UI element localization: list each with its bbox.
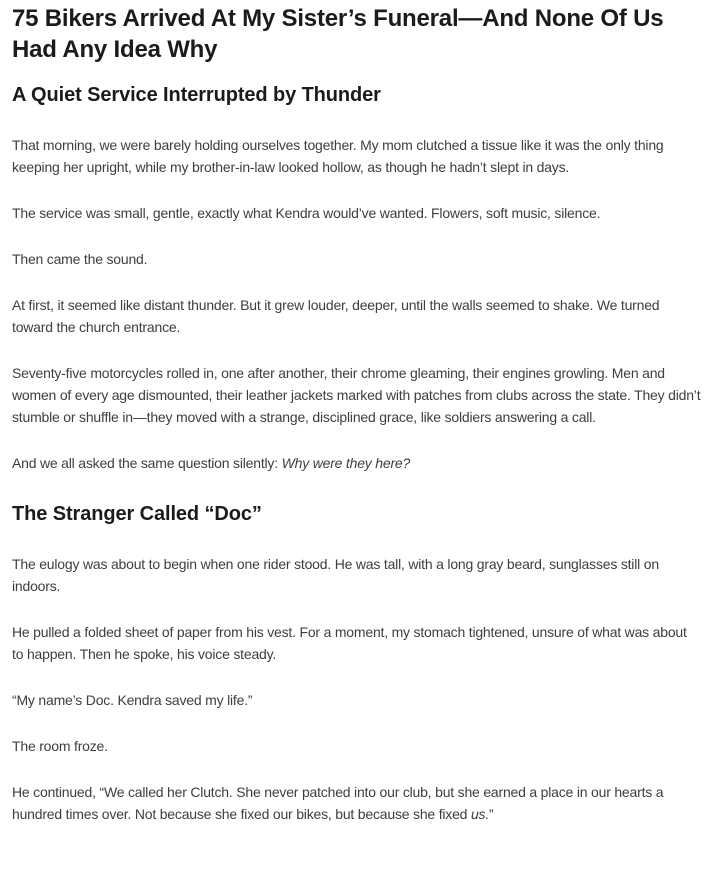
section-heading: A Quiet Service Interrupted by Thunder [12,84,381,107]
italic-text: us. [470,806,490,823]
text-segment: The eulogy was about to begin when one rider stood. He was tall, with a long gray beard, sunglasses still on indoors. [12,556,659,595]
paragraph [12,553,701,597]
paragraph [12,621,701,665]
paragraph [12,735,701,757]
italic-text: Why were they here? [281,455,411,472]
text-segment: “My name’s Doc. Kendra saved my life.” [12,692,253,709]
paragraph [12,248,701,270]
text-segment: The room froze. [12,738,108,755]
article-title: 75 Bikers Arrived At My Sister’s Funeral—And None Of Us Had Any Idea Why [12,5,664,63]
paragraph [12,781,701,825]
text-segment: He continued, “We called her Clutch. She never patched into our club, but she earned a place in our hearts a hundred times over. Not because she fixed our bikes, but because she fixed [12,784,664,823]
article-body [12,83,701,825]
paragraph [12,689,701,711]
text-segment: At first, it seemed like distant thunder. But it grew louder, deeper, until the walls seemed to shake. We turned toward the church entrance. [12,297,660,336]
text-segment: That morning, we were barely holding ourselves together. My mom clutched a tissue like it was the only thing keeping her upright, while my brother-in-law looked hollow, as though he hadn’t slept in days. [12,137,664,176]
text-segment: And we all asked the same question silently: [12,455,282,472]
paragraph [12,202,701,224]
text-segment: The service was small, gentle, exactly what Kendra would’ve wanted. Flowers, soft music, silence. [12,205,601,222]
paragraph [12,294,701,338]
text-segment: Seventy-five motorcycles rolled in, one after another, their chrome gleaming, their engines growling. Men and women of every age dismounted, their leather jackets marked with patches from clubs across the state. They didn’t stumble or shuffle in—they moved with a strange, disciplined grace, like soldiers answering a call. [12,365,701,426]
text-segment: Then came the sound. [12,251,148,268]
paragraph [12,134,701,178]
section-heading: The Stranger Called “Doc” [12,503,262,526]
text-segment: ” [489,806,494,823]
paragraph [12,362,701,428]
paragraph [12,452,701,474]
text-segment: He pulled a folded sheet of paper from his vest. For a moment, my stomach tightened, unsure of what was about to happen. Then he spoke, his voice steady. [12,624,687,663]
